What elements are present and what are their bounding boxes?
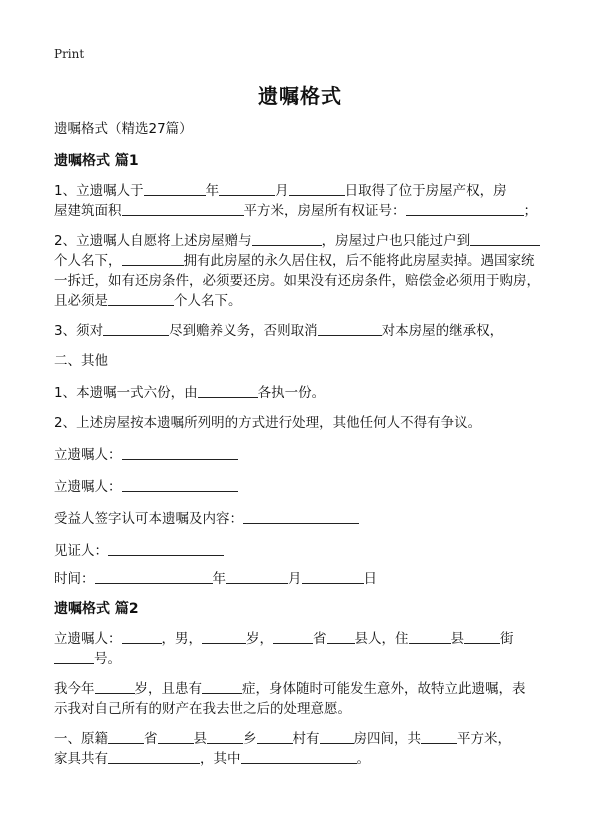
text: 平方米， (457, 731, 511, 747)
text: 年 (205, 183, 220, 199)
text: 岁， (246, 631, 273, 647)
text: 街 (500, 631, 514, 647)
blank-line (257, 728, 293, 744)
text: 且必须是 (54, 293, 108, 309)
text: 平方米，房屋所有权证号： (243, 203, 406, 219)
blank-line (122, 476, 238, 492)
text: 1、立遗嘱人于 (54, 183, 144, 199)
blank-line (252, 230, 322, 246)
blank-line (202, 628, 246, 644)
blank-line (241, 748, 357, 764)
blank-line (198, 382, 258, 398)
beneficiary-line (54, 508, 550, 531)
blank-line (122, 200, 244, 216)
text: 症，身体随时可能发生意外，故特立此遗嘱，表 (242, 681, 526, 697)
blank-line (320, 728, 354, 744)
blank-line (421, 728, 457, 744)
blank-line (318, 320, 382, 336)
blank-line (464, 628, 500, 644)
blank-line (122, 250, 184, 266)
text: 年 (212, 571, 226, 587)
blank-line (226, 568, 288, 584)
s1-p1-line2 (54, 200, 550, 223)
other-heading: 二、其他 (54, 353, 108, 369)
text: ，男， (161, 631, 202, 647)
blank-line (54, 648, 94, 664)
blank-line (95, 678, 135, 694)
s2-p2-line2: 示我对自己所有的财产在我去世之后的处理意愿。 (54, 701, 351, 717)
text: 月 (275, 183, 289, 199)
text: 立遗嘱人： (54, 447, 122, 463)
text: 家具共有 (54, 751, 108, 767)
text: 省 (144, 731, 158, 747)
blank-line (108, 540, 224, 556)
text: 时间： (54, 571, 95, 587)
text: 日 (363, 571, 377, 587)
s2-p1-line2 (54, 648, 550, 671)
witness-line (54, 540, 550, 563)
text: 我今年 (54, 681, 95, 697)
blank-line (406, 200, 524, 216)
text: 岁，且患有 (134, 681, 202, 697)
text: 见证人： (54, 543, 108, 559)
text: 对本房屋的继承权， (381, 323, 504, 339)
text: 乡 (243, 731, 257, 747)
date-line (54, 568, 550, 591)
testator-line-2 (54, 476, 550, 499)
s1-p2-line4 (54, 290, 550, 313)
blank-line (95, 568, 213, 584)
text: 2、立遗嘱人自愿将上述房屋赠与 (54, 233, 252, 249)
s1-o2: 2、上述房屋按本遗嘱所列明的方式进行处理，其他任何人不得有争议。 (54, 415, 482, 431)
s2-p3-line2 (54, 748, 550, 771)
text: 屋建筑面积 (54, 203, 122, 219)
section2-heading: 遗嘱格式 篇2 (54, 601, 139, 617)
section1-heading: 遗嘱格式 篇1 (54, 153, 139, 169)
s1-p3 (54, 320, 550, 343)
text: 各执一份。 (257, 385, 326, 401)
blank-line (289, 180, 345, 196)
text: 立遗嘱人： (54, 631, 122, 647)
blank-line (470, 230, 540, 246)
blank-line (202, 678, 242, 694)
s1-o1 (54, 382, 550, 405)
text: 个人名下， (54, 253, 122, 269)
text: 个人名下。 (174, 293, 242, 309)
text: 房四间，共 (353, 731, 421, 747)
text: 。 (356, 751, 370, 767)
blank-line (103, 320, 169, 336)
blank-line (108, 728, 144, 744)
document-subtitle: 遗嘱格式（精选27篇） (54, 121, 193, 137)
blank-line (122, 444, 238, 460)
document-title: 遗嘱格式 (258, 84, 342, 108)
blank-line (327, 628, 355, 644)
blank-line (144, 180, 206, 196)
text: 受益人签字认可本遗嘱及内容： (54, 511, 243, 527)
text: 日取得了位于房屋产权，房 (344, 183, 507, 199)
text: ； (523, 203, 537, 219)
text: 村有 (292, 731, 320, 747)
text: 拥有此房屋的永久居住权，后不能将此房屋卖掉。遇国家统 (183, 253, 535, 269)
text: 一、原籍 (54, 731, 108, 747)
text: 号。 (94, 651, 121, 667)
blank-line (273, 628, 313, 644)
s1-p2-line3: 一拆迁，如有还房条件，必须要还房。如果没有还房条件，赔偿金必须用于购房， (54, 273, 540, 289)
text: 3、须对 (54, 323, 104, 339)
blank-line (108, 290, 174, 306)
text: 省 (313, 631, 327, 647)
blank-line (409, 628, 451, 644)
text: 县 (450, 631, 464, 647)
blank-line (158, 728, 194, 744)
text: 1、本遗嘱一式六份，由 (54, 385, 198, 401)
text: ，房屋过户也只能过户到 (321, 233, 471, 249)
blank-line (207, 728, 243, 744)
text: 立遗嘱人： (54, 479, 122, 495)
text: 县 (193, 731, 207, 747)
blank-line (108, 748, 200, 764)
text: 尽到赡养义务，否则取消 (169, 323, 318, 339)
text: 县人，住 (354, 631, 409, 647)
text: 月 (288, 571, 302, 587)
blank-line (122, 628, 162, 644)
text: ，其中 (200, 751, 241, 767)
print-label[interactable]: Print (54, 47, 85, 61)
blank-line (302, 568, 364, 584)
blank-line (243, 508, 359, 524)
testator-line-1 (54, 444, 550, 467)
blank-line (219, 180, 275, 196)
